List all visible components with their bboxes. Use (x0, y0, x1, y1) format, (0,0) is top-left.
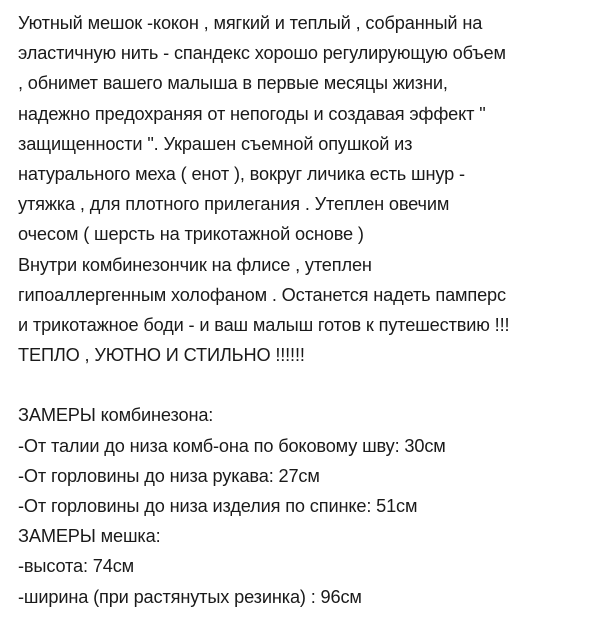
description-line: эластичную нить - спандекс хорошо регулирующую объем (18, 43, 506, 64)
bag-measurements-heading: ЗАМЕРЫ мешка: (18, 526, 161, 547)
bag-measurement-item: -высота: 74см (18, 556, 135, 577)
suit-measurement-item: -От горловины до низа изделия по спинке: 51см (18, 496, 418, 516)
description-line: и трикотажное боди - и ваш малыш готов к путешествию !!! (18, 314, 510, 335)
description-line: ТЕПЛО , УЮТНО И СТИЛЬНО !!!!!! (18, 345, 305, 366)
description-line: Внутри комбинезончик на флисе , утеплен (18, 254, 372, 275)
bag-measurement-item: -ширина (при растянутых резинка) : 96см (18, 586, 362, 607)
product-description-text (18, 8, 598, 612)
description-line: натурального меха ( енот ), вокруг личика есть шнур - (18, 163, 465, 184)
description-line: надежно предохраняя от непогоды и создавая эффект " (18, 103, 486, 124)
description-line: защищенности ". Украшен съемной опушкой из (18, 133, 413, 154)
description-line: очесом ( шерсть на трикотажной основе ) (18, 224, 364, 245)
paragraph-spacer (18, 370, 598, 400)
suit-measurement-item: -От горловины до низа рукава: 27см (18, 465, 320, 486)
suit-measurement-item: -От талии до низа комб-она по боковому шву: 30см (18, 435, 446, 456)
description-line: гипоаллергенным холофаном . Останется надеть памперс (18, 284, 506, 305)
description-line: , обнимет вашего малыша в первые месяцы жизни, (18, 73, 448, 94)
description-line: утяжка , для плотного прилегания . Утеплен овечим (18, 194, 450, 215)
description-line: Уютный мешок -кокон , мягкий и теплый , собранный на (18, 13, 483, 33)
suit-measurements-heading: ЗАМЕРЫ комбинезона: (18, 405, 214, 426)
